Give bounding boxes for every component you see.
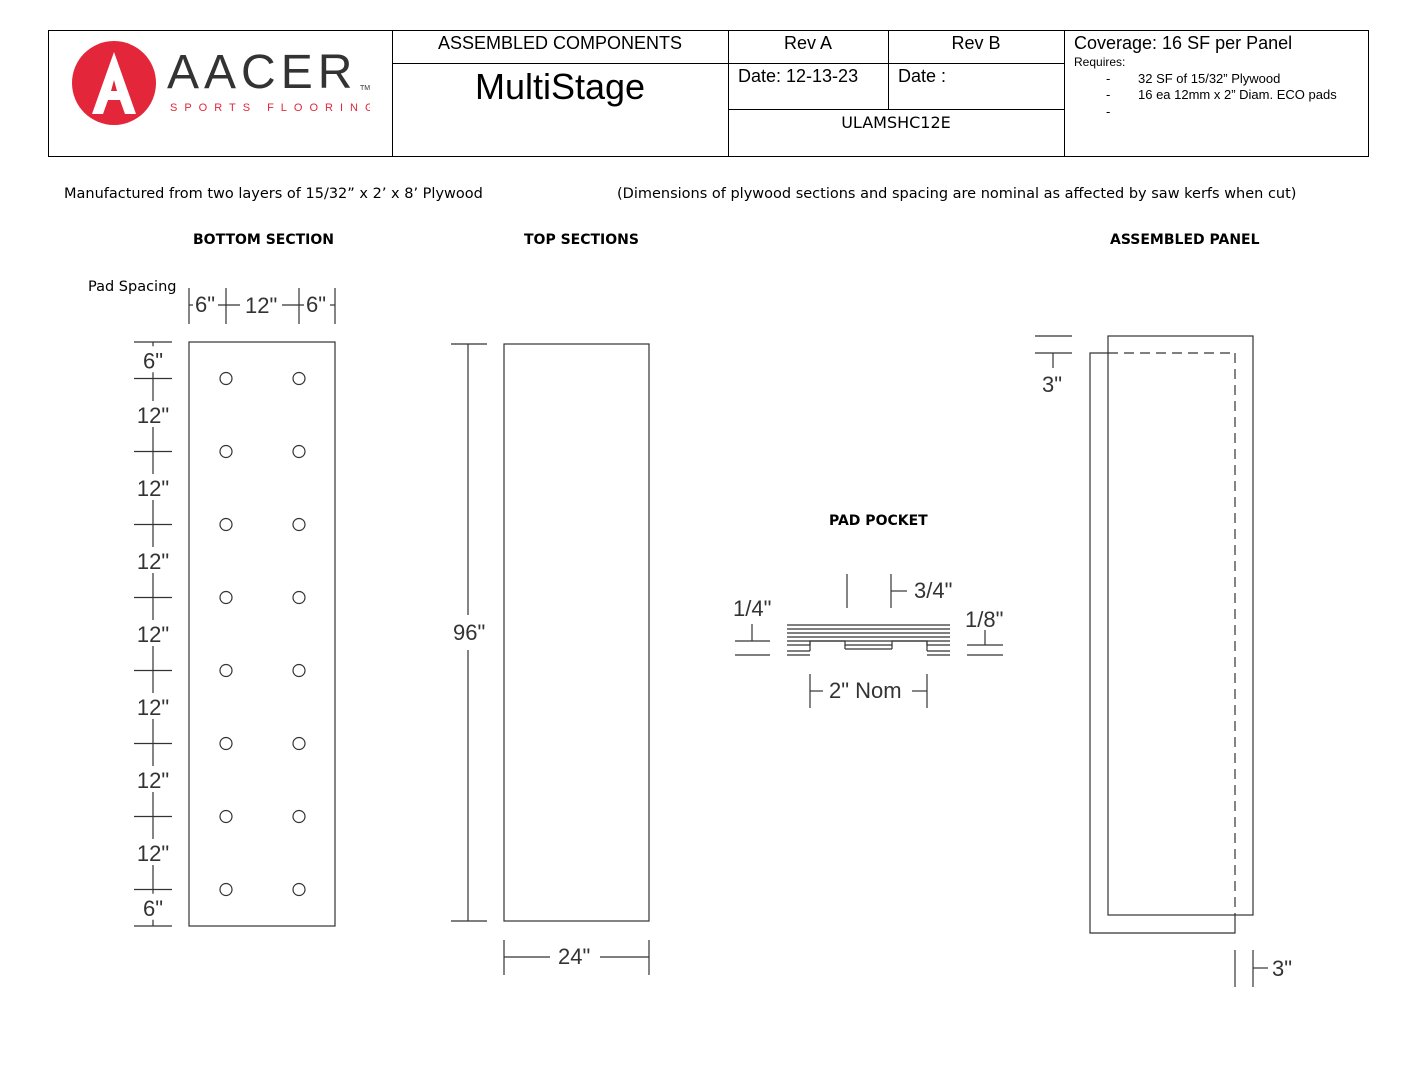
rev-a-date: Date: 12-13-23: [738, 66, 859, 86]
pocket-step-text: 1/8": [965, 607, 1004, 632]
part-number: ULAMSHC12E: [841, 113, 951, 132]
requires-bullet: -: [1106, 104, 1111, 119]
assembled-panel: [1035, 336, 1268, 987]
top-section-panel: [504, 344, 649, 921]
requires-bullet: -: [1106, 71, 1111, 86]
v-dim-text: 6": [142, 348, 164, 374]
requires-item: 32 SF of 15/32” Plywood: [1138, 71, 1281, 86]
v-dim-text: 6": [142, 895, 164, 921]
h-dim-text: 6": [195, 292, 216, 317]
requires-item: 16 ea 12mm x 2” Diam. ECO pads: [1138, 87, 1337, 102]
pad-hole-icon: [293, 811, 305, 823]
coverage-label: Coverage: 16 SF per Panel: [1074, 33, 1293, 53]
v-dim-text: 12": [136, 403, 170, 428]
length-dim-text: 96": [453, 620, 486, 645]
bottom-section-heading: BOTTOM SECTION: [193, 232, 334, 248]
product-name: MultiStage: [474, 66, 646, 107]
pad-hole-icon: [293, 592, 305, 604]
v-dim-text: 12": [136, 622, 170, 647]
requires-bullet: -: [1106, 87, 1111, 102]
pocket-width-text: 2" Nom: [829, 678, 902, 703]
pad-hole-icon: [293, 519, 305, 531]
pad-holes: [220, 373, 305, 896]
assembled-offset-bottom-text: 3": [1272, 956, 1293, 981]
pad-hole-icon: [293, 665, 305, 677]
pad-hole-icon: [220, 592, 232, 604]
pad-hole-icon: [220, 373, 232, 385]
h-dim-text: 6": [306, 292, 327, 317]
assembled-panel-heading: ASSEMBLED PANEL: [1110, 232, 1260, 248]
width-dim-text: 24": [558, 944, 591, 969]
assembled-bottom-layer: [1090, 353, 1235, 933]
pocket-offset-text: 3/4": [914, 578, 953, 603]
pad-hole-icon: [220, 665, 232, 677]
v-dim-text: 12": [136, 476, 170, 501]
h-dim-text: 12": [245, 293, 278, 318]
brand-name: AACER: [167, 46, 358, 99]
top-sections-heading: TOP SECTIONS: [524, 232, 639, 248]
rev-a-label: Rev A: [783, 33, 833, 53]
requires-label: Requires:: [1074, 55, 1126, 69]
pad-hole-icon: [220, 519, 232, 531]
pad-hole-icon: [293, 446, 305, 458]
assembled-offset-top-text: 3": [1042, 372, 1063, 397]
pad-hole-icon: [293, 884, 305, 896]
pad-hole-icon: [220, 738, 232, 750]
pocket-depth-text: 1/4": [733, 596, 772, 621]
assembled-top-layer: [1108, 336, 1253, 915]
brand-tagline: SPORTS FLOORING: [170, 102, 370, 114]
v-dim-text: 12": [136, 549, 170, 574]
v-dim-text: 12": [136, 841, 170, 866]
v-dim-text: 12": [136, 768, 170, 793]
pad-hole-icon: [220, 884, 232, 896]
trademark-mark: TM: [360, 85, 370, 92]
rev-b-label: Rev B: [951, 33, 1001, 53]
bottom-section-panel: [189, 342, 335, 926]
rev-b-date: Date :: [898, 66, 947, 86]
dimension-note: (Dimensions of plywood sections and spacing are nominal as affected by saw kerfs when cut): [617, 186, 1297, 202]
pad-hole-icon: [220, 446, 232, 458]
material-note: Manufactured from two layers of 15/32” x 2’ x 8’ Plywood: [64, 186, 483, 202]
pad-hole-icon: [293, 373, 305, 385]
pad-hole-icon: [220, 811, 232, 823]
pad-spacing-label: Pad Spacing: [88, 279, 177, 295]
v-dim-text: 12": [136, 695, 170, 720]
pad-hole-icon: [293, 738, 305, 750]
pad-pocket-heading: PAD POCKET: [829, 513, 928, 529]
section-label: ASSEMBLED COMPONENTS: [437, 33, 683, 53]
